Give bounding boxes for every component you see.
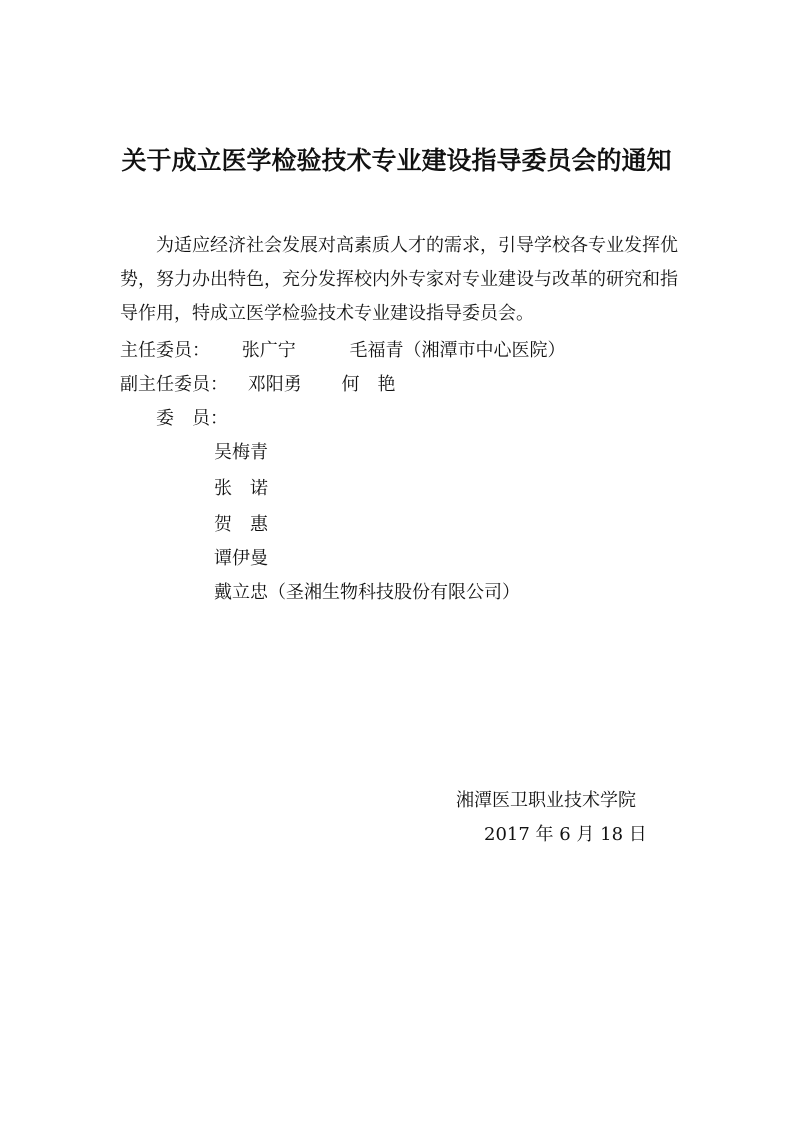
member-name-3: 贺 惠: [214, 514, 268, 535]
deputy-director-name-1: 邓阳勇: [247, 374, 302, 395]
deputy-director-line: [120, 370, 395, 396]
director-name-2: 毛福青（湘潭市中心医院）: [349, 340, 566, 361]
members-label: 委 员：: [156, 408, 228, 429]
member-name-1: 吴梅青: [214, 442, 268, 463]
notice-paragraph: 为适应经济社会发展对高素质人才的需求，引导学校各专业发挥优势，努力办出特色，充分发挥校内外专家对专业建设与改革的研究和指导作用，特成立医学检验技术专业建设指导委员会。: [120, 235, 678, 324]
deputy-director-name-2: 何 艳: [341, 374, 396, 395]
signature-organization: 湘潭医卫职业技术学院: [456, 790, 636, 811]
director-name-1: 张广宁: [241, 340, 296, 361]
deputy-director-label: 副主任委员：: [120, 374, 228, 395]
member-name-5: 戴立忠（圣湘生物科技股份有限公司）: [214, 582, 520, 603]
director-line: [120, 336, 565, 362]
signature-date: 2017 年 6 月 18 日: [484, 824, 647, 845]
member-name-2: 张 诺: [214, 478, 268, 499]
document-title: 关于成立医学检验技术专业建设指导委员会的通知: [121, 146, 672, 175]
director-label: 主任委员：: [120, 340, 210, 361]
member-name-4: 谭伊曼: [214, 548, 268, 569]
